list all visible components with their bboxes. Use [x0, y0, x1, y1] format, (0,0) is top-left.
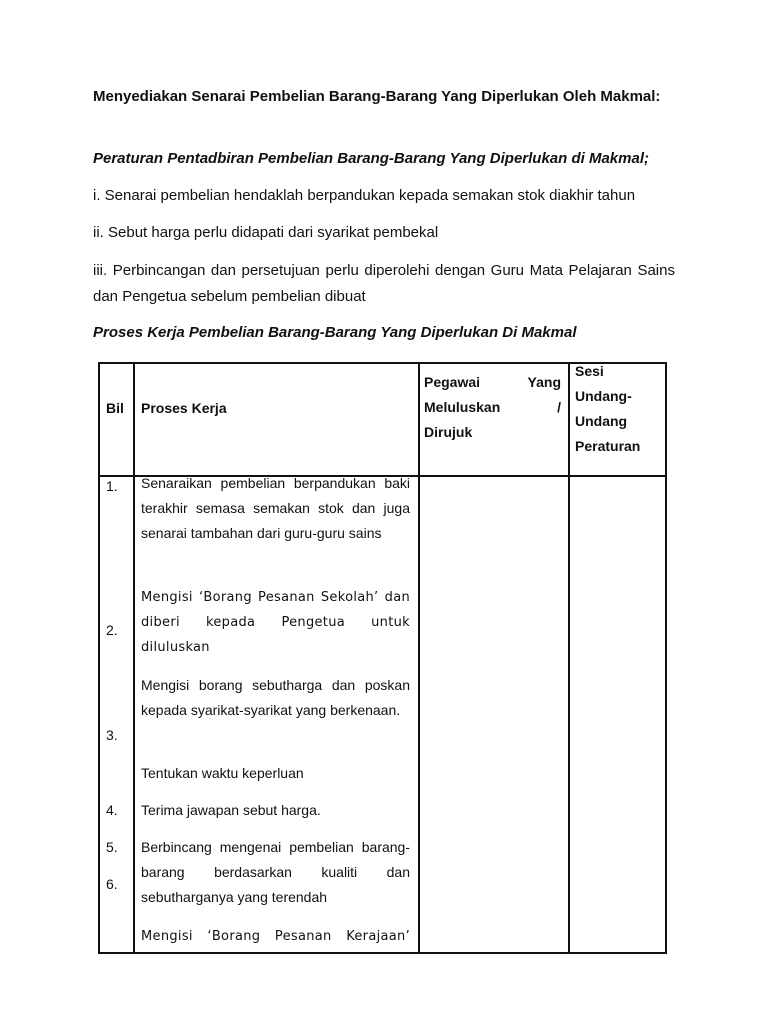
- row-number: 4.: [106, 802, 118, 818]
- row-number: 6.: [106, 876, 118, 892]
- column-header-proses-kerja: Proses Kerja: [141, 400, 227, 416]
- column-header-sesi-line: Peraturan: [575, 438, 641, 454]
- process-step: Berbincang mengenai pembelian barang-barang berdasarkan kualiti dan sebutharganya yang terendah: [141, 839, 410, 905]
- column-header-pegawai: [424, 370, 561, 445]
- column-header-pegawai-line: Meluluskan /: [424, 399, 561, 415]
- row-number: 2.: [106, 622, 118, 638]
- column-header-bil: Bil: [106, 400, 124, 416]
- row-number: 1.: [106, 478, 118, 494]
- table-column-divider: [418, 362, 420, 954]
- column-header-pegawai-line: Dirujuk: [424, 424, 473, 440]
- column-header-pegawai-line: Pegawai Yang: [424, 374, 561, 390]
- table-border-left: [98, 362, 100, 954]
- process-step: Mengisi borang sebutharga dan poskan kepada syarikat-syarikat yang berkenaan.: [141, 677, 410, 718]
- process-table: [98, 362, 667, 954]
- rule-item: ii. Sebut harga perlu didapati dari syarikat pembekal: [93, 224, 439, 241]
- process-step: Tentukan waktu keperluan: [141, 765, 304, 781]
- column-header-sesi-line: Undang-: [575, 388, 632, 404]
- rule-item: i. Senarai pembelian hendaklah berpandukan kepada semakan stok diakhir tahun: [93, 187, 636, 204]
- table-border-bottom: [98, 952, 667, 954]
- column-header-sesi-line: Undang: [575, 413, 628, 429]
- row-number: 5.: [106, 839, 118, 855]
- process-step: Mengisi ‘Borang Pesanan Sekolah’ dan diberi kepada Pengetua untuk diluluskan: [141, 590, 410, 655]
- table-column-divider: [568, 362, 570, 954]
- section-heading-process: Proses Kerja Pembelian Barang-Barang Yang Diperlukan Di Makmal: [93, 324, 577, 341]
- page-title: Menyediakan Senarai Pembelian Barang-Barang Yang Diperlukan Oleh Makmal:: [93, 88, 661, 105]
- process-step: Terima jawapan sebut harga.: [141, 802, 321, 818]
- column-header-sesi: [575, 359, 663, 459]
- process-step: Mengisi ‘Borang Pesanan Kerajaan’: [141, 929, 410, 944]
- table-border-right: [665, 362, 667, 954]
- section-heading-regulations: Peraturan Pentadbiran Pembelian Barang-Barang Yang Diperlukan di Makmal;: [93, 150, 649, 167]
- process-step: Senaraikan pembelian berpandukan baki terakhir semasa semakan stok dan juga senarai tambahan dari guru-guru sains: [141, 475, 410, 541]
- table-column-divider: [133, 362, 135, 954]
- rule-item: iii. Perbincangan dan persetujuan perlu diperolehi dengan Guru Mata Pelajaran Sains dan Pengetua sebelum pembelian dibuat: [93, 262, 675, 305]
- column-header-sesi-line: Sesi: [575, 363, 604, 379]
- row-number: 3.: [106, 727, 118, 743]
